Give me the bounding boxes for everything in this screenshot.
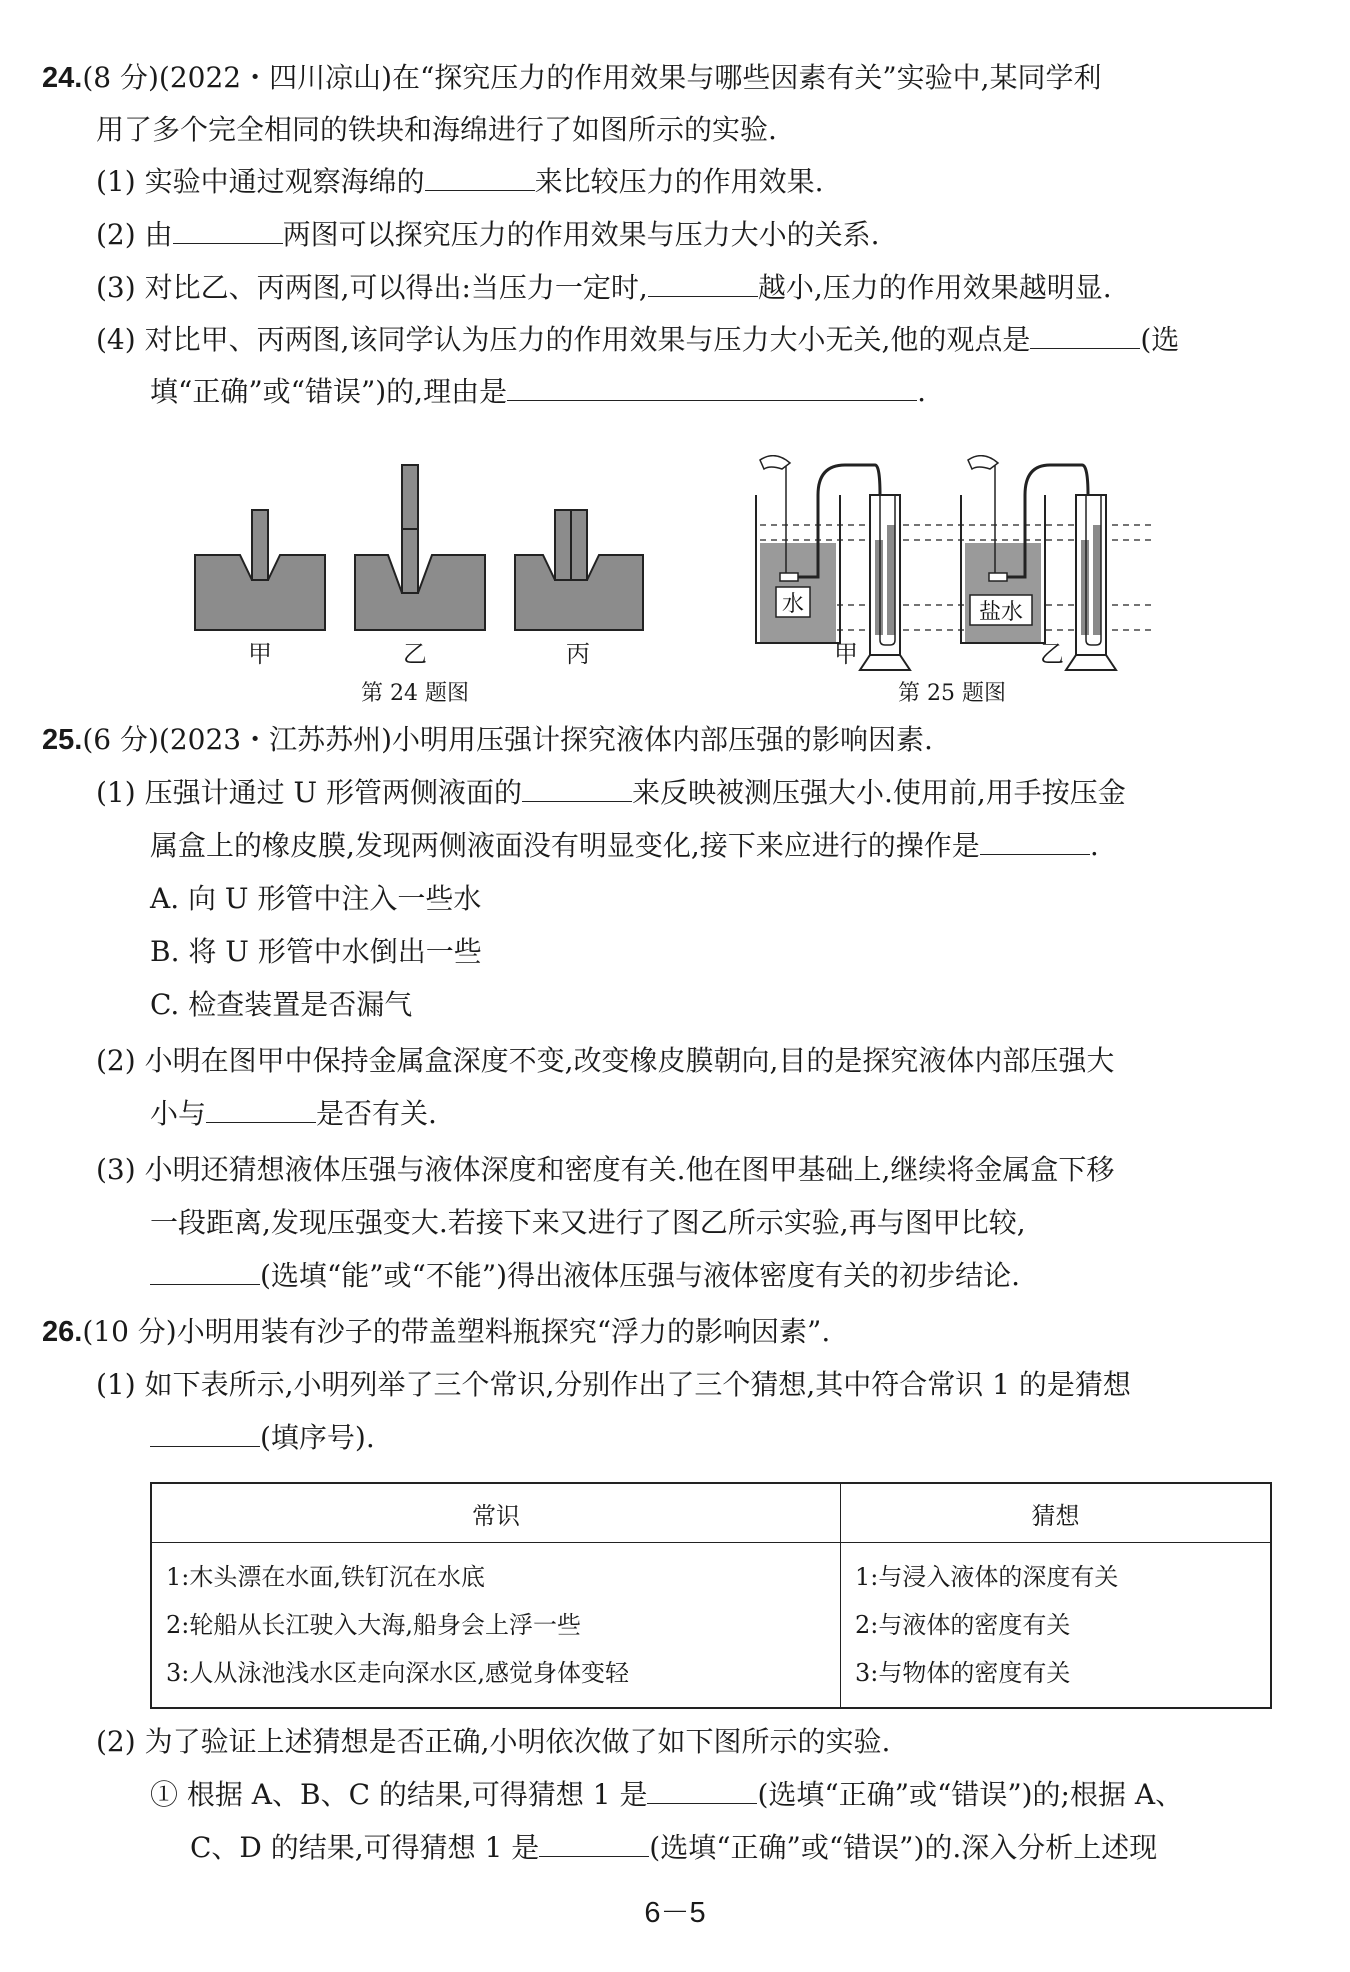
q26-part1-cont: (填序号). bbox=[150, 1418, 375, 1458]
q24-part2: (2) 由 两图可以探究压力的作用效果与压力大小的关系. bbox=[96, 215, 879, 255]
q24-part4: (4) 对比甲、丙两图,该同学认为压力的作用效果与压力大小无关,他的观点是 (选 bbox=[96, 320, 1179, 360]
q25-part1: (1) 压强计通过 U 形管两侧液面的 来反映被测压强大小.使用前,用手按压金 bbox=[96, 773, 1126, 813]
q26-part2-sub1: ① 根据 A、B、C 的结果,可得猜想 1 是 (选填“正确”或“错误”)的;根据 A、 bbox=[150, 1775, 1183, 1815]
q24-heading-cont: 用了多个完全相同的铁块和海绵进行了如图所示的实验. bbox=[96, 113, 777, 146]
q25-part1-cont: 属盒上的橡皮膜,发现两侧液面没有明显变化,接下来应进行的操作是 . bbox=[150, 826, 1099, 866]
answer-blank[interactable] bbox=[648, 268, 758, 297]
beaker-jia bbox=[756, 456, 880, 643]
fig24-caption: 第 24 题图 bbox=[361, 681, 469, 706]
q26-part1: (1) 如下表所示,小明列举了三个常识,分别作出了三个猜想,其中符合常识 1 的是猜想 bbox=[96, 1368, 1131, 1401]
q25-option-a: A. 向 U 形管中注入一些水 bbox=[150, 882, 482, 915]
fig24-label-jia: 甲 bbox=[248, 640, 272, 668]
table-cell-guess: 1:与浸入液体的深度有关 2:与液体的密度有关 3:与物体的密度有关 bbox=[855, 1563, 1119, 1687]
iron-block-jia bbox=[252, 510, 268, 580]
answer-blank[interactable] bbox=[150, 1418, 260, 1447]
liquid-label-saltwater: 盐水 bbox=[978, 600, 1024, 625]
q24-figure-sponges bbox=[180, 455, 660, 710]
q26-part2: (2) 为了验证上述猜想是否正确,小明依次做了如下图所示的实验. bbox=[96, 1725, 891, 1758]
page-number: 6－5 bbox=[644, 1897, 706, 1929]
u-tube-yi bbox=[1066, 495, 1116, 670]
fig25-label-yi: 乙 bbox=[1040, 640, 1064, 668]
q26-table bbox=[150, 1482, 1272, 1709]
q25-part2-cont: 小与 是否有关. bbox=[150, 1094, 437, 1134]
answer-blank[interactable] bbox=[173, 215, 283, 244]
answer-blank[interactable] bbox=[425, 162, 535, 191]
table-header-row bbox=[151, 1483, 1271, 1543]
table-header-guess: 猜想 bbox=[841, 1483, 1272, 1543]
q24-part1: (1) 实验中通过观察海绵的 来比较压力的作用效果. bbox=[96, 162, 823, 202]
liquid-label-water: 水 bbox=[781, 592, 805, 617]
q26-heading: 26.(10 分)小明用装有沙子的带盖塑料瓶探究“浮力的影响因素”. bbox=[42, 1315, 831, 1348]
answer-blank[interactable] bbox=[522, 773, 632, 802]
q25-figure-manometer bbox=[720, 455, 1190, 710]
fig24-label-yi: 乙 bbox=[403, 640, 427, 668]
q25-part2: (2) 小明在图甲中保持金属盒深度不变,改变橡皮膜朝向,目的是探究液体内部压强大 bbox=[96, 1044, 1115, 1077]
q25-part3-cont: 一段距离,发现压强变大.若接下来又进行了图乙所示实验,再与图甲比较, bbox=[150, 1206, 1026, 1239]
q25-option-b: B. 将 U 形管中水倒出一些 bbox=[150, 935, 482, 968]
answer-blank[interactable] bbox=[150, 1256, 260, 1285]
fig24-label-bing: 丙 bbox=[566, 640, 590, 668]
sponge-yi bbox=[355, 555, 485, 630]
iron-block-yi-top bbox=[402, 465, 418, 529]
q24-heading bbox=[42, 58, 1102, 98]
q25-heading: 25.(6 分)(2023・江苏苏州)小明用压强计探究液体内部压强的影响因素. bbox=[42, 723, 933, 756]
iron-block-yi-bottom bbox=[402, 529, 418, 593]
q25-number: 25. bbox=[42, 724, 83, 756]
q25-part3-cont2: (选填“能”或“不能”)得出液体压强与液体密度有关的初步结论. bbox=[150, 1256, 1020, 1296]
answer-blank[interactable] bbox=[980, 826, 1090, 855]
table-row bbox=[151, 1543, 1271, 1709]
answer-blank[interactable] bbox=[539, 1828, 649, 1857]
iron-block-bing-left bbox=[555, 510, 571, 580]
u-tube-jia bbox=[860, 495, 910, 670]
q24-number: 24. bbox=[42, 62, 83, 94]
table-cell-common-sense: 1:木头漂在水面,铁钉沉在水底 2:轮船从长江驶入大海,船身会上浮一些 3:人从泳池浅水区走向深水区,感觉身体变轻 bbox=[151, 1543, 841, 1709]
q25-part3: (3) 小明还猜想液体压强与液体深度和密度有关.他在图甲基础上,继续将金属盒下移 bbox=[96, 1153, 1115, 1186]
q24-heading-text: (8 分)(2022・四川凉山)在“探究压力的作用效果与哪些因素有关”实验中,某同学利 bbox=[82, 61, 1102, 94]
q24-part3: (3) 对比乙、丙两图,可以得出:当压力一定时, 越小,压力的作用效果越明显. bbox=[96, 268, 1112, 308]
answer-blank[interactable] bbox=[206, 1094, 316, 1123]
table-header-common-sense: 常识 bbox=[151, 1483, 841, 1543]
answer-blank[interactable] bbox=[647, 1775, 757, 1804]
q26-number: 26. bbox=[42, 1316, 83, 1348]
q25-option-c: C. 检查装置是否漏气 bbox=[150, 988, 413, 1021]
answer-blank[interactable] bbox=[1030, 320, 1140, 349]
answer-blank[interactable] bbox=[507, 372, 917, 401]
q24-part4-cont: 填“正确”或“错误”)的,理由是 . bbox=[150, 372, 926, 412]
iron-block-bing-right bbox=[571, 510, 587, 580]
q26-part2-sub1-cont: C、D 的结果,可得猜想 1 是 (选填“正确”或“错误”)的.深入分析上述现 bbox=[190, 1828, 1157, 1868]
beaker-yi bbox=[961, 456, 1088, 643]
fig25-caption: 第 25 题图 bbox=[898, 681, 1006, 706]
fig25-label-jia: 甲 bbox=[834, 640, 858, 668]
